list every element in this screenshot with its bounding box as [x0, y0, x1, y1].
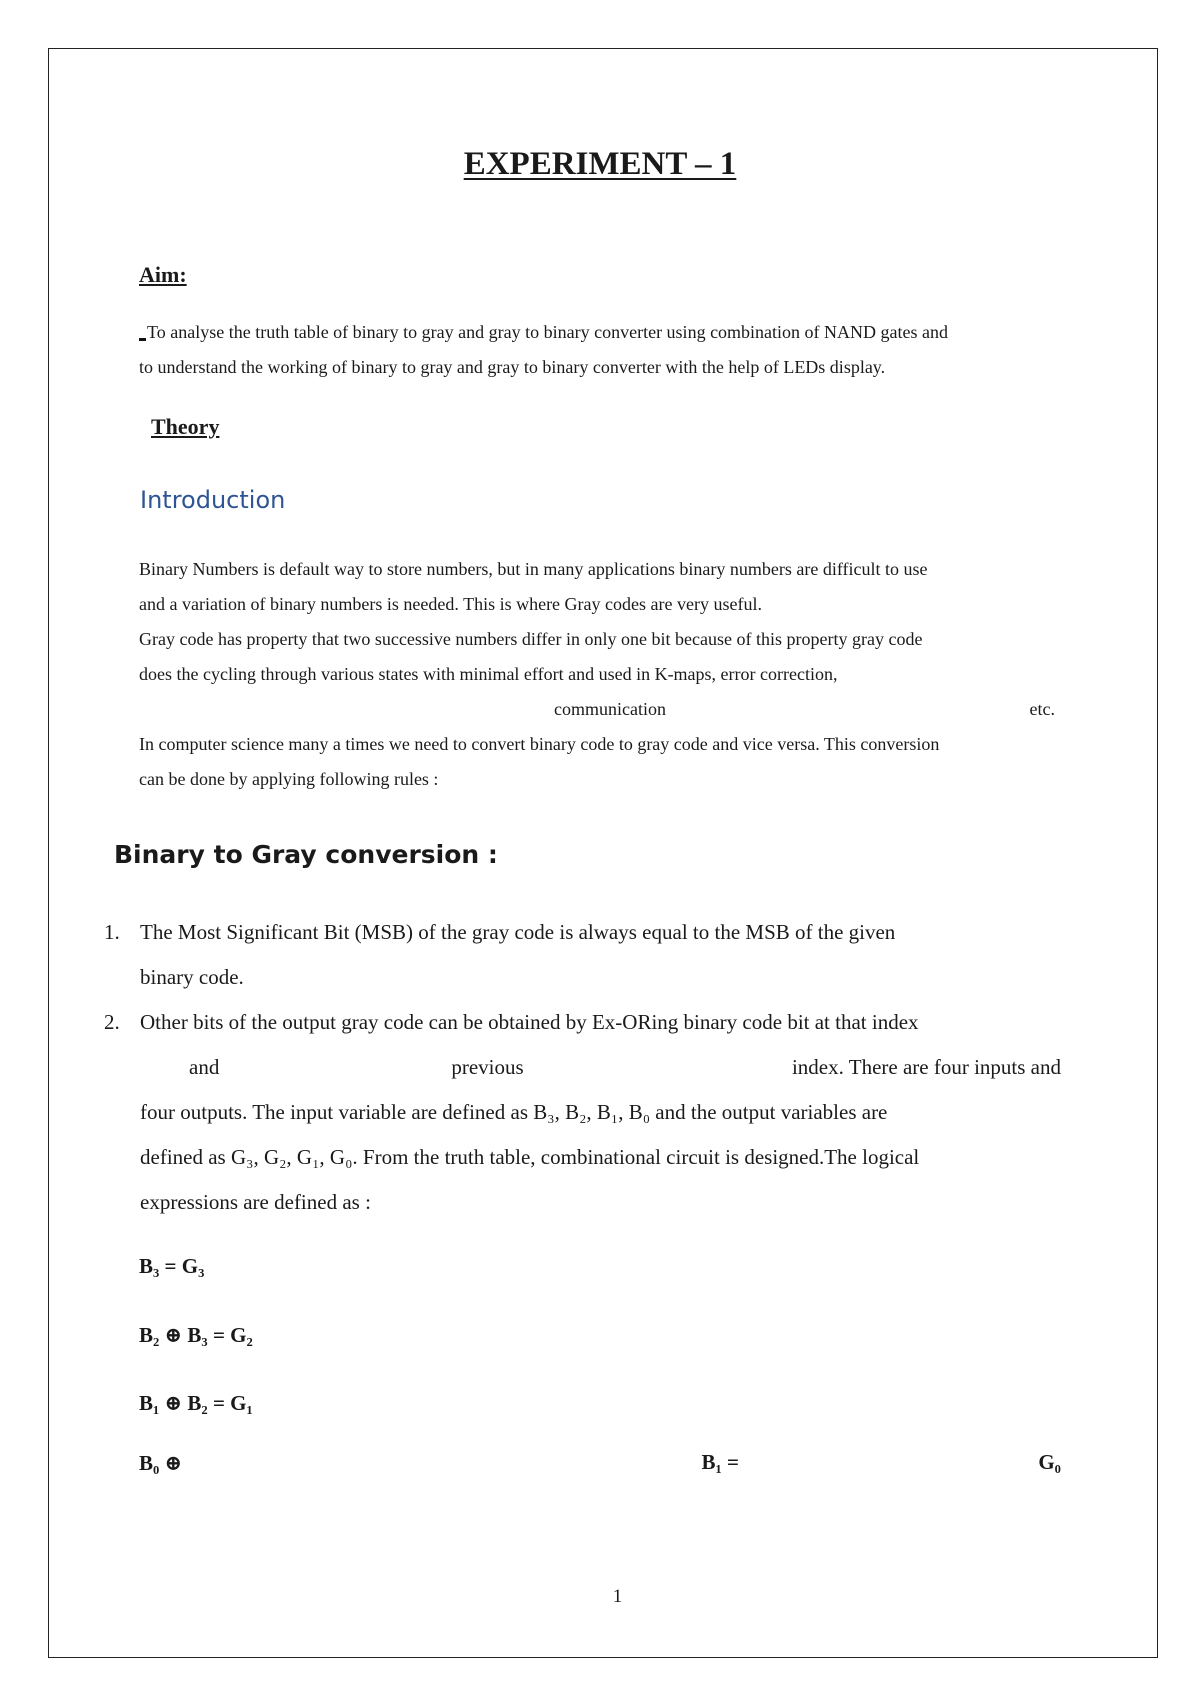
equation-4-part-b: B₁ =: [701, 1450, 740, 1474]
rule-1-line-1: The Most Significant Bit (MSB) of the gray code is always equal to the MSB of the given: [140, 920, 896, 944]
rule-2-line-1: Other bits of the output gray code can be obtained by Ex-ORing binary code bit at that index: [140, 1010, 919, 1034]
rules-list: [104, 910, 1061, 1225]
equation-1: B₃ = G₃: [139, 1254, 205, 1278]
page-title: EXPERIMENT – 1: [463, 146, 737, 182]
intro-line-4: does the cycling through various states with minimal effort and used in K-maps, error correction,: [139, 664, 838, 684]
intro-word-communication: communication: [554, 699, 666, 719]
aim-line-1: To analyse the truth table of binary to gray and gray to binary converter using combination of NAND gates and: [147, 322, 949, 342]
equation-4-part-a: B₀ ⊕: [139, 1451, 183, 1475]
rule-2-line-3: four outputs. The input variable are defined as B₃, B₂, B₁, B₀ and the output variables are: [140, 1100, 888, 1124]
intro-line-6: In computer science many a times we need to convert binary code to gray code and vice versa. This conversion: [139, 734, 940, 754]
intro-word-etc: etc.: [1029, 699, 1055, 719]
list-item: [104, 1000, 1061, 1225]
list-number-2: 2.: [104, 1010, 120, 1034]
aim-line-2: to understand the working of binary to gray and gray to binary converter with the help of LEDs display.: [139, 357, 886, 377]
equation-3: B₁ ⊕ B₂ = G₁: [139, 1391, 253, 1415]
word-and: and: [189, 1055, 220, 1079]
list-item: [104, 910, 1061, 1000]
equation-4-part-c: G₀: [1038, 1450, 1061, 1474]
word-previous: previous: [451, 1055, 524, 1079]
rule-2-line-2: [140, 1045, 1061, 1090]
introduction-heading: Introduction: [140, 486, 286, 514]
rule-1-line-2: binary code.: [140, 965, 244, 989]
page-number: 1: [612, 1586, 623, 1607]
aim-heading: Aim:: [139, 262, 187, 287]
intro-line-7: can be done by applying following rules :: [139, 769, 439, 789]
rule-2-line-2-tail: index. There are four inputs and: [791, 1055, 1061, 1079]
rule-2-line-4: defined as G₃, G₂, G₁, G₀. From the truth table, combinational circuit is designed.The logical: [140, 1145, 920, 1169]
theory-heading: Theory: [151, 414, 220, 439]
binary-to-gray-heading: Binary to Gray conversion :: [114, 840, 498, 869]
intro-line-2: and a variation of binary numbers is needed. This is where Gray codes are very useful.: [139, 594, 762, 614]
aim-paragraph: [139, 315, 1061, 385]
intro-line-5: [139, 692, 1061, 727]
list-number-1: 1.: [104, 920, 120, 944]
equation-2: B₂ ⊕ B₃ = G₂: [139, 1323, 253, 1347]
text-cursor-mark: [139, 338, 146, 341]
intro-line-3: Gray code has property that two successive numbers differ in only one bit because of this property gray code: [139, 629, 923, 649]
rule-2-line-5: expressions are defined as :: [140, 1190, 371, 1214]
intro-line-1: Binary Numbers is default way to store numbers, but in many applications binary numbers are difficult to use: [139, 559, 928, 579]
equation-4: [139, 1450, 1061, 1476]
introduction-paragraph: [139, 552, 1061, 797]
